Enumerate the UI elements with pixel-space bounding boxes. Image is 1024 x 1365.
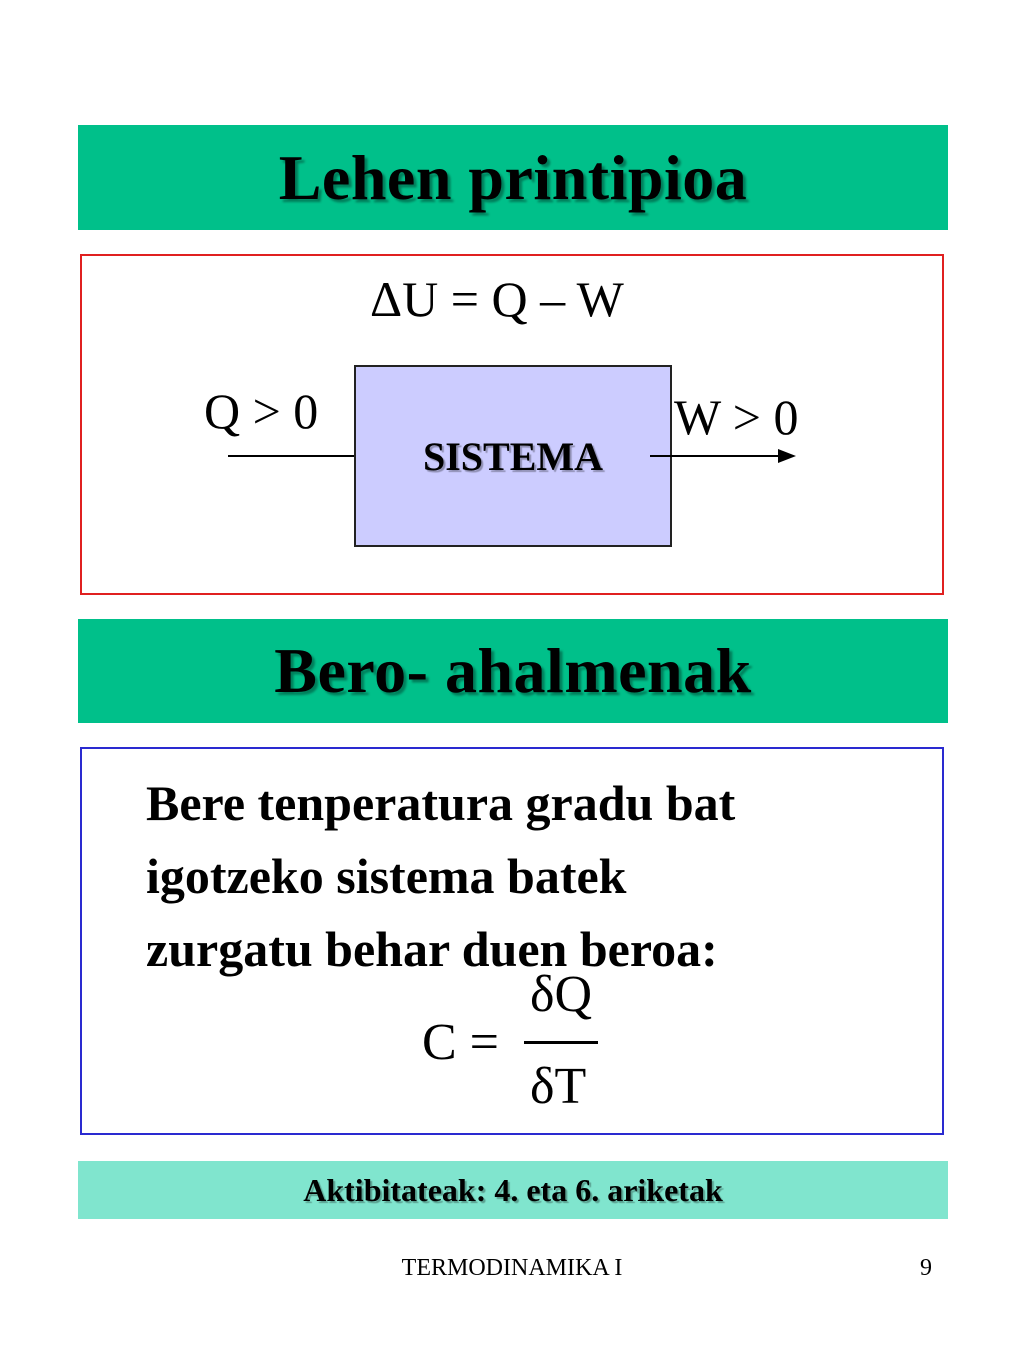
definition-line: Bere tenperatura gradu bat <box>146 775 736 831</box>
definition-line: igotzeko sistema batek <box>146 848 627 904</box>
activities-text: Aktibitateak: 4. eta 6. ariketak <box>303 1171 723 1208</box>
page-number: 9 <box>920 1255 932 1281</box>
section-title-banner <box>78 619 948 723</box>
heat-capacity-formula <box>422 966 622 1115</box>
system-label: SISTEMA <box>422 434 604 479</box>
work-out-arrow <box>650 446 800 466</box>
definition-text <box>146 767 906 986</box>
fraction-bar <box>524 1041 598 1044</box>
work-label: W > 0 <box>674 389 799 445</box>
formula-denominator: δT <box>530 1058 587 1115</box>
system-box <box>354 365 672 547</box>
section-title-banner <box>78 125 948 230</box>
heat-capacity-definition <box>80 747 944 1135</box>
first-law-equation: ΔU = Q – W <box>370 271 624 327</box>
first-law-diagram <box>80 254 944 595</box>
activities-banner <box>78 1161 948 1219</box>
heat-label: Q > 0 <box>204 383 319 439</box>
formula-numerator: δQ <box>530 966 593 1023</box>
formula-lhs: C = <box>422 1014 500 1071</box>
definition-line: zurgatu behar duen beroa: <box>146 921 718 977</box>
footer-title: TERMODINAMIKA I <box>401 1255 623 1281</box>
section-title: Bero- ahalmenak <box>274 635 752 706</box>
section-title: Lehen printipioa <box>278 141 748 213</box>
